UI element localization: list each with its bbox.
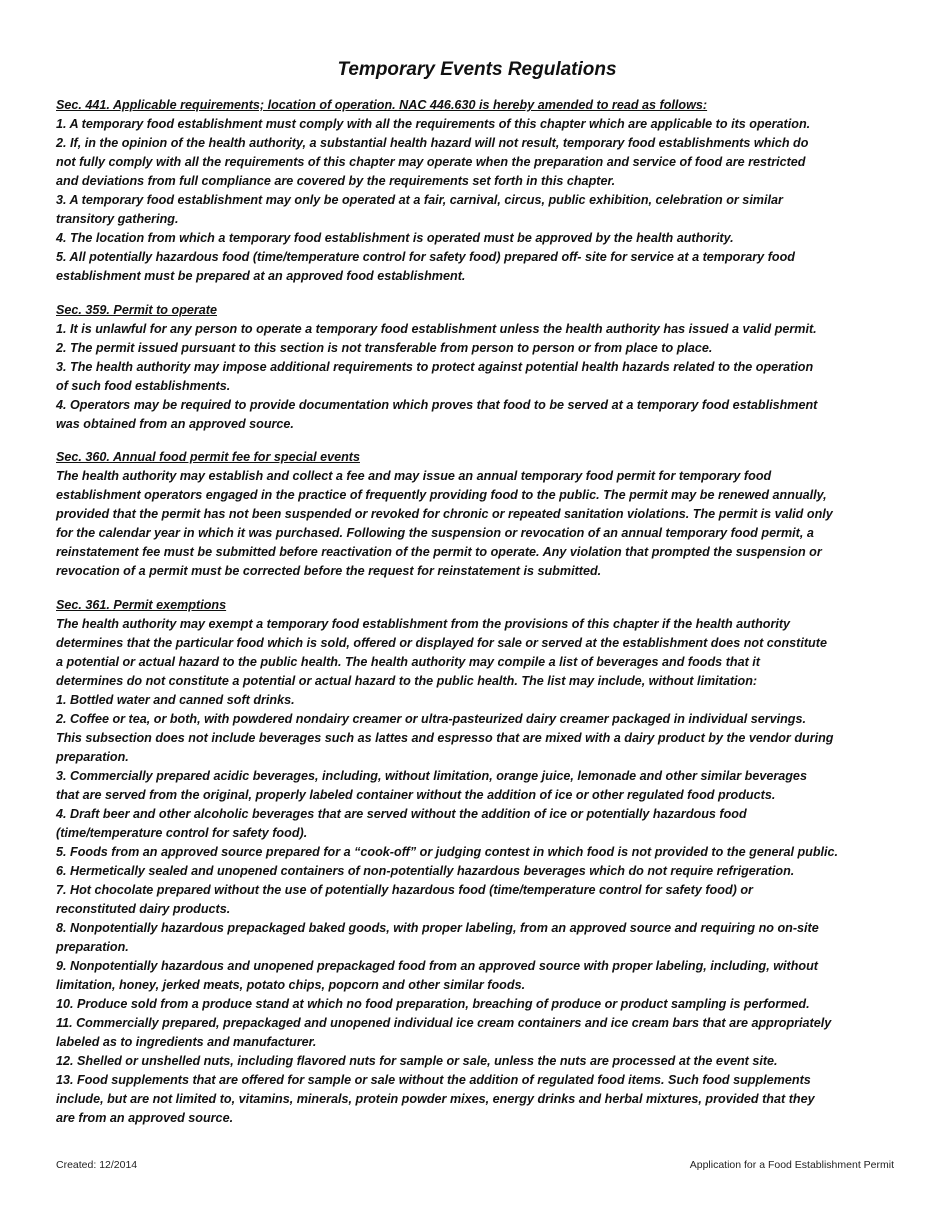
section-text-line: 8. Nonpotentially hazardous prepackaged baked goods, with proper labeling, from an approved source and requiring no on-site: [56, 920, 819, 935]
section-text-line: The health authority may exempt a temporary food establishment from the provisions of this chapter if the health authority: [56, 616, 791, 631]
section-text-line: 2. Coffee or tea, or both, with powdered nondairy creamer or ultra-pasteurized dairy creamer packaged in individual servings.: [56, 711, 806, 726]
section-text-line: 1. Bottled water and canned soft drinks.: [56, 692, 295, 707]
section-text-line: 9. Nonpotentially hazardous and unopened prepackaged food from an approved source with proper labeling, including, without: [56, 958, 818, 973]
section-text-line: for the calendar year in which it was purchased. Following the suspension or revocation of an annual temporary food permit, a: [56, 526, 814, 540]
section-text-line: This subsection does not include beverages such as lattes and espresso that are mixed with a dairy product by the vendor during: [56, 730, 834, 745]
section-text-line: 2. If, in the opinion of the health authority, a substantial health hazard will not result, temporary food establishments which do: [56, 136, 809, 150]
section-text-line: include, but are not limited to, vitamins, minerals, protein powder mixes, energy drinks and herbal mixtures, provided that they: [56, 1091, 815, 1106]
section-text-line: 7. Hot chocolate prepared without the use of potentially hazardous food (time/temperature control for safety food) or: [56, 882, 753, 897]
section-heading: Sec. 361. Permit exemptions: [56, 597, 227, 612]
section-text-line: 5. All potentially hazardous food (time/temperature control for safety food) prepared off- site for service at a temporary food: [56, 250, 795, 264]
section-text-line: 2. The permit issued pursuant to this section is not transferable from person to person or from place to place.: [56, 340, 713, 355]
section-text-line: determines that the particular food which is sold, offered or displayed for sale or served at the establishment does not constitute: [56, 635, 827, 650]
section-text-line: 4. The location from which a temporary food establishment is operated must be approved by the health authority.: [56, 231, 734, 245]
section-text-line: 13. Food supplements that are offered for sample or sale without the addition of regulated food items. Such food supplements: [56, 1072, 811, 1087]
section-text-line: establishment operators engaged in the practice of frequently providing food to the public. The permit may be renewed annually,: [56, 488, 827, 502]
section-text-line: 10. Produce sold from a produce stand at which no food preparation, breaching of produce or product sampling is performed.: [56, 996, 810, 1011]
section-text-line: 6. Hermetically sealed and unopened containers of non-potentially hazardous beverages which do not require refrigeration.: [56, 863, 795, 878]
section-text-line: transitory gathering.: [56, 212, 179, 226]
footer-form-name: Application for a Food Establishment Permit: [689, 1159, 894, 1171]
document-page: [56, 58, 898, 1142]
sections-container: [56, 96, 898, 1128]
section: [56, 301, 898, 434]
section-text-line: was obtained from an approved source.: [56, 416, 294, 431]
section-text-line: that are served from the original, properly labeled container without the addition of ice or other regulated food products.: [56, 787, 776, 802]
section: [56, 596, 898, 1128]
section-text-line: 4. Operators may be required to provide documentation which proves that food to be served at a temporary food establishment: [56, 397, 818, 412]
section: [56, 96, 898, 286]
section-text-line: are from an approved source.: [56, 1110, 234, 1125]
section-text-line: 11. Commercially prepared, prepackaged and unopened individual ice cream containers and ice cream bars that are appropriately: [56, 1015, 832, 1030]
section-text-line: 3. The health authority may impose additional requirements to protect against potential health hazards related to the operation: [56, 359, 814, 374]
section-text-line: limitation, honey, jerked meats, potato chips, popcorn and other similar foods.: [56, 977, 526, 992]
section-text-line: preparation.: [56, 749, 129, 764]
section-text-line: reconstituted dairy products.: [56, 901, 231, 916]
section-text-line: 5. Foods from an approved source prepared for a “cook-off” or judging contest in which food is not provided to the general public.: [56, 844, 839, 859]
section-text-line: and deviations from full compliance are covered by the requirements set forth in this chapter.: [56, 174, 616, 188]
section-text-line: (time/temperature control for safety food).: [56, 825, 308, 840]
section-text-line: preparation.: [56, 939, 129, 954]
section-text-line: labeled as to ingredients and manufacturer.: [56, 1034, 317, 1049]
section-text-line: The health authority may establish and collect a fee and may issue an annual temporary food permit for temporary food: [56, 469, 772, 483]
section-text-line: of such food establishments.: [56, 378, 231, 393]
section-text-line: provided that the permit has not been suspended or revoked for chronic or repeated sanitation violations. The permit is valid only: [56, 507, 833, 521]
section-heading: Sec. 360. Annual food permit fee for special events: [56, 450, 360, 464]
section-heading: Sec. 359. Permit to operate: [56, 302, 217, 317]
section-text-line: establishment must be prepared at an approved food establishment.: [56, 269, 466, 283]
section-text-line: reinstatement fee must be submitted before reactivation of the permit to operate. Any violation that prompted the suspension or: [56, 545, 822, 559]
section-text-line: 1. It is unlawful for any person to operate a temporary food establishment unless the health authority has issued a valid permit.: [56, 321, 817, 336]
section-text-line: 12. Shelled or unshelled nuts, including flavored nuts for sample or sale, unless the nuts are processed at the event site.: [56, 1053, 778, 1068]
section-text-line: determines do not constitute a potential or actual hazard to the public health. The list may include, without limitation:: [56, 673, 758, 688]
section-text-line: not fully comply with all the requirements of this chapter may operate when the preparation and service of food are restricted: [56, 155, 806, 169]
page-title: Temporary Events Regulations: [337, 59, 617, 80]
section-text-line: 4. Draft beer and other alcoholic beverages that are served without the addition of ice or potentially hazardous food: [56, 806, 747, 821]
section-text-line: 3. Commercially prepared acidic beverages, including, without limitation, orange juice, lemonade and other similar beverages: [56, 768, 807, 783]
section-text-line: 1. A temporary food establishment must comply with all the requirements of this chapter which are applicable to its operation.: [56, 117, 811, 131]
section-text-line: revocation of a permit must be corrected before the request for reinstatement is submitted.: [56, 564, 602, 578]
footer-created-date: Created: 12/2014: [56, 1159, 138, 1171]
section-text-line: a potential or actual hazard to the public health. The health authority may compile a list of beverages and foods that it: [56, 654, 760, 669]
section-heading: Sec. 441. Applicable requirements; location of operation. NAC 446.630 is hereby amended to read as follows:: [56, 98, 708, 112]
section: [56, 448, 898, 581]
section-text-line: 3. A temporary food establishment may only be operated at a fair, carnival, circus, public exhibition, celebration or similar: [56, 193, 783, 207]
